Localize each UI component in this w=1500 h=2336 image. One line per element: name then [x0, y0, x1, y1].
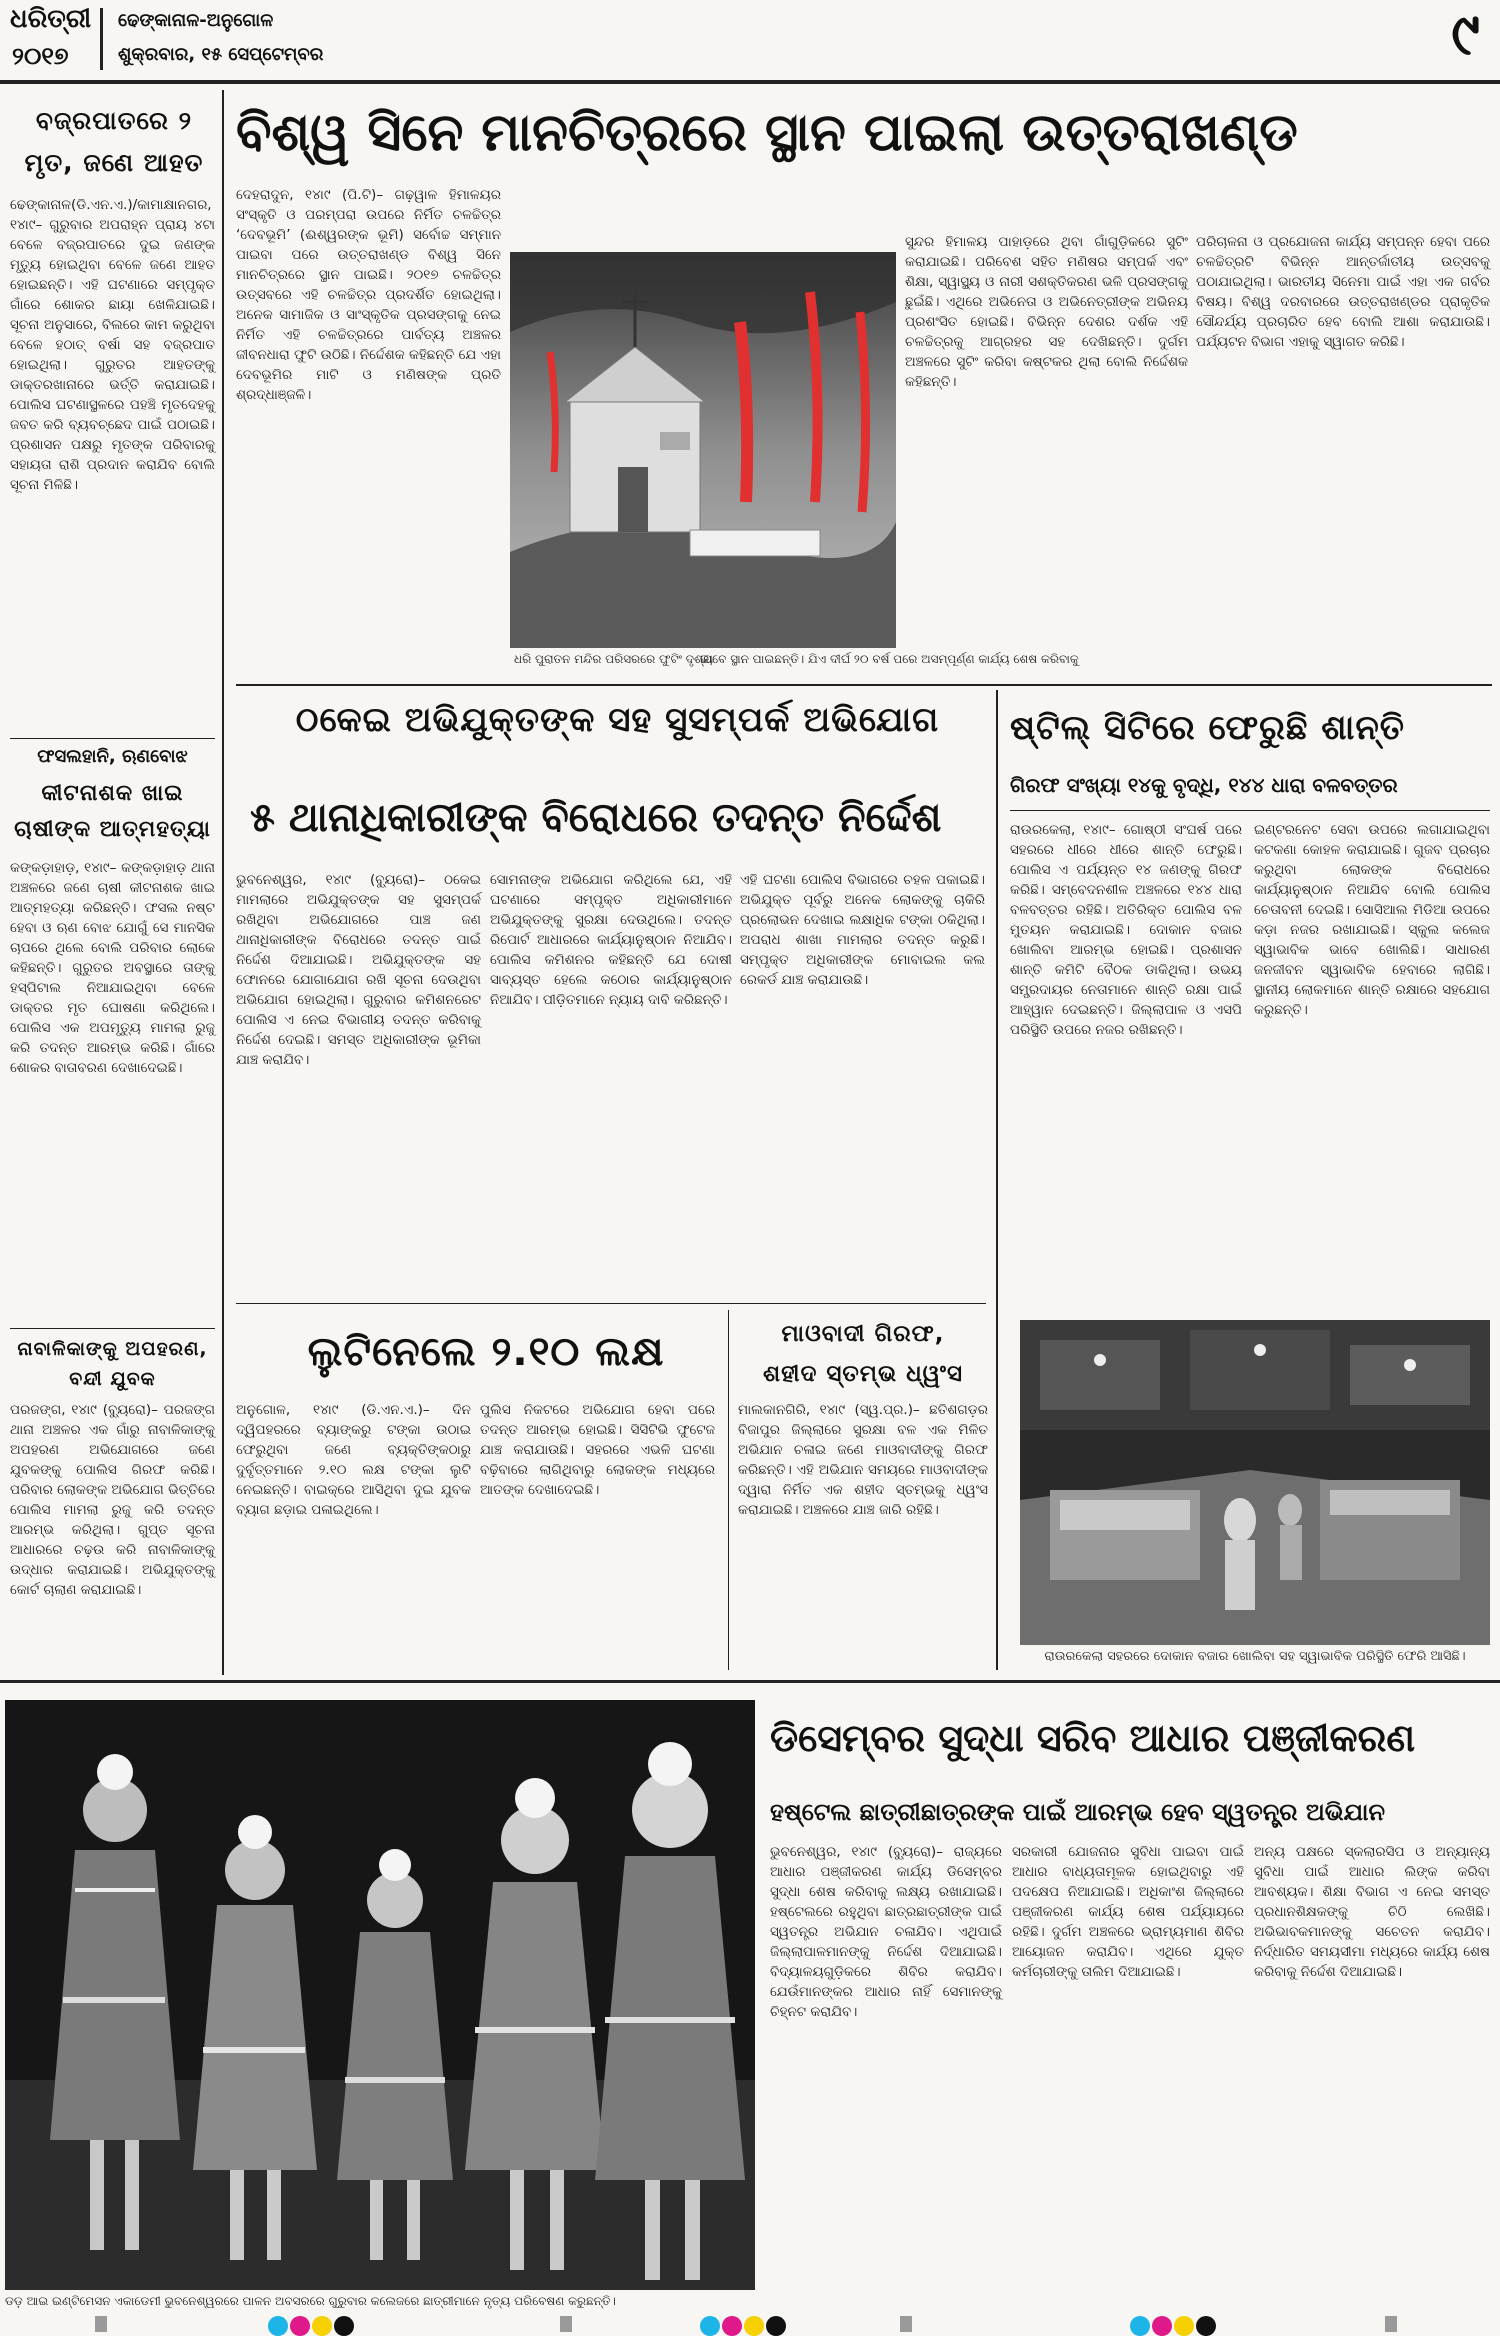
bottom-photo-dancers: [5, 1700, 755, 2290]
thana-kicker: ଠକେଇ ଅଭିଯୁକ୍ତଙ୍କ ସହ ସୁସମ୍ପର୍କ ଅଭିଯୋଗ: [295, 700, 940, 740]
lead-col2: ସୁନ୍ଦର ହିମାଳୟ ପାହାଡ଼ରେ ଥିବା ଗାଁଗୁଡ଼ିକରେ ସୁଟିଂ କରାଯାଇଛି। ପରିବେଶ ସହିତ ମଣିଷର ସମ୍ପର୍କ ଏବଂ ଶିକ୍ଷା, ସ୍ୱାସ୍ଥ୍ୟ ଓ ନାରୀ ସଶକ୍ତିକରଣ ଭଳି ପ୍ରସଙ୍ଗକୁ ଛୁଇଁଛି। ଏଥିରେ ଅଭିନେତା ଓ ଅଭିନେତ୍ରୀଙ୍କ ଅଭିନୟ ପ୍ରଶଂସିତ ହୋଇଛି। ବିଭିନ୍ନ ଦେଶର ଦର୍ଶକ ଏହି ଚଳଚ୍ଚିତ୍ରକୁ ଆଗ୍ରହର ସହ ଦେଖିଛନ୍ତି। ଦୁର୍ଗମ ଅଞ୍ଚଳରେ ସୁଟିଂ କରିବା କଷ୍ଟକର ଥିଲା ବୋଲି ନିର୍ଦ୍ଦେଶକ କହିଛନ୍ତି।: [905, 234, 1188, 390]
loot-col1: ଅନୁଗୋଳ, ୧୪ା୯ (ଡି.ଏନ.ଏ.)– ଦିନ ଦ୍ୱିପହରରେ ବ୍ୟାଙ୍କରୁ ଟଙ୍କା ଉଠାଇ ଫେରୁଥିବା ଜଣେ ବ୍ୟକ୍ତିଙ୍କଠାରୁ ଦୁର୍ବୃତ୍ତମାନେ ୨.୧୦ ଲକ୍ଷ ଟଙ୍କା ଲୁଟି ନେଇଛନ୍ତି। ବାଇକ୍‌ରେ ଆସିଥିବା ଦୁଇ ଯୁବକ ବ୍ୟାଗ ଛଡ଼ାଇ ପଳାଇଥିଲେ।: [236, 1402, 471, 1518]
reg-cyan-dot: [700, 2316, 720, 2336]
brand-year: ୨୦୧୭: [12, 42, 69, 70]
reg-yellow-dot: [312, 2316, 332, 2336]
edition-name: ଢେଙ୍କାନାଳ-ଅନୁଗୋଳ: [118, 10, 274, 31]
aadhaar-col1: ଭୁବନେଶ୍ୱର, ୧୪ା୯ (ବ୍ୟୁରୋ)– ରାଜ୍ୟରେ ଆଧାର ପଞ୍ଜୀକରଣ କାର୍ଯ୍ୟ ଡିସେମ୍ବର ସୁଦ୍ଧା ଶେଷ କରିବାକୁ ଲକ୍ଷ୍ୟ ରଖାଯାଇଛି। ହଷ୍ଟେଲରେ ରହୁଥିବା ଛାତ୍ରଛାତ୍ରୀଙ୍କ ପାଇଁ ସ୍ୱତନ୍ତ୍ର ଅଭିଯାନ ଚଳାଯିବ। ଏଥିପାଇଁ ଜିଲ୍ଲାପାଳମାନଙ୍କୁ ନିର୍ଦ୍ଦେଶ ଦିଆଯାଇଛି। ବିଦ୍ୟାଳୟଗୁଡ଼ିକରେ ଶିବିର କରାଯିବ। ଯେଉଁମାନଙ୍କର ଆଧାର ନାହିଁ ସେମାନଙ୍କୁ ଚିହ୍ନଟ କରାଯିବ।: [770, 1844, 1002, 2020]
aadhaar-headline: ଡିସେମ୍ବର ସୁଦ୍ଧା ସରିବ ଆଧାର ପଞ୍ଜୀକରଣ: [770, 1716, 1416, 1760]
steel-subhead: ଗିରଫ ସଂଖ୍ୟା ୧୪କୁ ବୃଦ୍ଧି, ୧୪୪ ଧାରା ବଳବତ୍ତର: [1010, 773, 1398, 797]
maoist-body: ମାଲକାନଗିରି, ୧୪ା୯ (ସ୍ୱ.ପ୍ର.)– ଛତିଶଗଡ଼ର ବିଜାପୁର ଜିଲ୍ଲାରେ ସୁରକ୍ଷା ବଳ ଏକ ମିଳିତ ଅଭିଯାନ ଚଳାଇ ଜଣେ ମାଓବାଦୀଙ୍କୁ ଗିରଫ କରିଛନ୍ତି। ଏହି ଅଭିଯାନ ସମୟରେ ମାଓବାଦୀଙ୍କ ଦ୍ୱାରା ନିର୍ମିତ ଏକ ଶହୀଦ ସ୍ତମ୍ଭକୁ ଧ୍ୱଂସ କରାଯାଇଛି। ଅଞ୍ଚଳରେ ଯାଞ୍ଚ ଜାରି ରହିଛି।: [738, 1402, 988, 1518]
thana-col2: ସୋମନାଙ୍କ ଅଭିଯୋଗ କରିଥିଲେ ଯେ, ଏହି ଘଟଣାରେ ସମ୍ପୃକ୍ତ ଅଧିକାରୀମାନେ ଅଭିଯୁକ୍ତଙ୍କୁ ସୁରକ୍ଷା ଦେଉଥିଲେ। ତଦନ୍ତ ରିପୋର୍ଟ ଆଧାରରେ କାର୍ଯ୍ୟାନୁଷ୍ଠାନ ନିଆଯିବ। ପୋଲିସ କମିଶନର କହିଛନ୍ତି ଯେ ଦୋଷୀ ସାବ୍ୟସ୍ତ ହେଲେ କଠୋର କାର୍ଯ୍ୟାନୁଷ୍ଠାନ ନିଆଯିବ। ପୀଡ଼ିତମାନେ ନ୍ୟାୟ ଦାବି କରିଛନ୍ତି।: [490, 872, 732, 1008]
grey-block-3: [900, 2316, 912, 2332]
grey-block-1: [95, 2316, 107, 2332]
aadhaar-subhead: ହଷ୍ଟେଲ ଛାତ୍ରୀଛାତ୍ରଙ୍କ ପାଇଁ ଆରମ୍ଭ ହେବ ସ୍ୱତନ୍ତ୍ର ଅଭିଯାନ: [770, 1798, 1386, 1826]
story1-body: ଢେଙ୍କାନାଳ(ଡି.ଏନ.ଏ.)/କାମାକ୍ଷାନଗର, ୧୪ା୯– ଗୁରୁବାର ଅପରାହ୍ନ ପ୍ରାୟ ୪ଟା ବେଳେ ବଜ୍ରପାତରେ ଦୁଇ ଜଣଙ୍କ ମୃତ୍ୟୁ ହୋଇଥିବା ବେଳେ ଜଣେ ଆହତ ହୋଇଛନ୍ତି। ଏହି ଘଟଣାରେ ସମ୍ପୃକ୍ତ ଗାଁରେ ଶୋକର ଛାୟା ଖେଳିଯାଇଛି। ସୂଚନା ଅନୁସାରେ, ବିଲରେ କାମ କରୁଥିବା ବେଳେ ହଠାତ୍ ବର୍ଷା ସହ ବଜ୍ରପାତ ହୋଇଥିଲା। ଗୁରୁତର ଆହତଙ୍କୁ ଡାକ୍ତରଖାନାରେ ଭର୍ତ୍ତି କରାଯାଇଛି। ପୋଲିସ ଘଟଣାସ୍ଥଳରେ ପହଞ୍ଚି ମୃତଦେହକୁ ଜବତ କରି ବ୍ୟବଚ୍ଛେଦ ପାଇଁ ପଠାଇଛି। ପ୍ରଶାସନ ପକ୍ଷରୁ ମୃତଙ୍କ ପରିବାରକୁ ସହାୟତା ରାଶି ପ୍ରଦାନ କରାଯିବ ବୋଲି ସୂଚନା ମିଳିଛି।: [10, 197, 215, 493]
reg-black-dot: [334, 2316, 354, 2336]
issue-date: ଶୁକ୍ରବାର, ୧୫ ସେପ୍ଟେମ୍ବର: [118, 44, 324, 65]
story3-body: ପରଜଙ୍ଗ, ୧୪ା୯ (ବ୍ୟୁରୋ)– ପରଜଙ୍ଗ ଥାନା ଅଞ୍ଚଳର ଏକ ଗାଁରୁ ନାବାଳିକାଙ୍କୁ ଅପହରଣ ଅଭିଯୋଗରେ ଜଣେ ଯୁବକଙ୍କୁ ପୋଲିସ ଗିରଫ କରିଛି। ପରିବାର ଲୋକଙ୍କ ଅଭିଯୋଗ ଭିତ୍ତିରେ ପୋଲିସ ମାମଲା ରୁଜୁ କରି ତଦନ୍ତ ଆରମ୍ଭ କରିଥିଲା। ଗୁପ୍ତ ସୂଚନା ଆଧାରରେ ଚଢ଼ଉ କରି ନାବାଳିକାଙ୍କୁ ଉଦ୍ଧାର କରାଯାଇଛି। ଅଭିଯୁକ୍ତଙ୍କୁ କୋର୍ଟ ଚାଲାଣ କରାଯାଇଛି।: [10, 1402, 215, 1598]
lead-col3: ପରିଚାଳନା ଓ ପ୍ରଯୋଜନା କାର୍ଯ୍ୟ ସମ୍ପନ୍ନ ହେବା ପରେ ଚଳଚ୍ଚିତ୍ରଟି ବିଭିନ୍ନ ଆନ୍ତର୍ଜାତୀୟ ଉତ୍ସବକୁ ପଠାଯାଇଥିଲା। ଭାରତୀୟ ସିନେମା ପାଇଁ ଏହା ଏକ ଗର୍ବର ବିଷୟ। ବିଶ୍ୱ ଦରବାରରେ ଉତ୍ତରାଖଣ୍ଡର ପ୍ରାକୃତିକ ସୌନ୍ଦର୍ଯ୍ୟ ପ୍ରଚାରିତ ହେବ ବୋଲି ଆଶା କରାଯାଉଛି। ପର୍ଯ୍ୟଟନ ବିଭାଗ ଏହାକୁ ସ୍ୱାଗତ କରିଛି।: [1196, 234, 1490, 350]
lead-headline: ବିଶ୍ୱ ସିନେ ମାନଚିତ୍ରରେ ସ୍ଥାନ ପାଇଲା ଉତ୍ତରାଖଣ୍ଡ: [236, 103, 1298, 163]
reg-cyan-dot: [1130, 2316, 1150, 2336]
reg-yellow-dot: [1174, 2316, 1194, 2336]
thana-col3: ଏହି ଘଟଣା ପୋଲିସ ବିଭାଗରେ ଚହଳ ପକାଇଛି। ଅଭିଯୁକ୍ତ ପୂର୍ବରୁ ଅନେକ ଲୋକଙ୍କୁ ଚାକିରି ପ୍ରଲୋଭନ ଦେଖାଇ ଲକ୍ଷାଧିକ ଟଙ୍କା ଠକିଥିଲା। ଅପରାଧ ଶାଖା ମାମଲାର ତଦନ୍ତ କରୁଛି। ସମ୍ପୃକ୍ତ ଅଧିକାରୀଙ୍କ ମୋବାଇଲ କଲ ରେକର୍ଡ ଯାଞ୍ଚ କରାଯାଉଛି।: [740, 872, 985, 988]
lead-photo-caption-right: ଭାବେ ସ୍ଥାନ ପାଇଛନ୍ତି। ଯିଏ ଦୀର୍ଘ ୨୦ ବର୍ଷ ପରେ ଅସମ୍ପୂର୍ଣ୍ଣ କାର୍ଯ୍ୟ ଶେଷ କରିବାକୁ: [700, 652, 1079, 666]
masthead-rule: [0, 80, 1500, 84]
reg-magenta-dot: [722, 2316, 742, 2336]
lead-col1: ଦେହରାଦୁନ, ୧୪ା୯ (ପି.ଟି)– ଗଢ଼ୱାଳ ହିମାଳୟର ସଂସ୍କୃତି ଓ ପରମ୍ପରା ଉପରେ ନିର୍ମିତ ଚଳଚ୍ଚିତ୍ର ‘ଦେବଭୂମି’ (ଈଶ୍ୱରଙ୍କ ଭୂମି) ସର୍ବୋଚ୍ଚ ସମ୍ମାନ ପାଇବା ପରେ ଉତ୍ତରାଖଣ୍ଡ ବିଶ୍ୱ ସିନେ ମାନଚିତ୍ରରେ ସ୍ଥାନ ପାଇଛି। ୨୦୧୭ ଚଳଚ୍ଚିତ୍ର ଉତ୍ସବରେ ଏହି ଚଳଚ୍ଚିତ୍ର ପ୍ରଦର୍ଶିତ ହୋଇଥିଲା। ଅନେକ ସାମାଜିକ ଓ ସାଂସ୍କୃତିକ ପ୍ରସଙ୍ଗକୁ ନେଇ ନିର୍ମିତ ଏହି ଚଳଚ୍ଚିତ୍ରରେ ପାର୍ବତ୍ୟ ଅଞ୍ଚଳର ଜୀବନଧାରା ଫୁଟି ଉଠିଛି। ନିର୍ଦ୍ଦେଶକ କହିଛନ୍ତି ଯେ ଏହା ଦେବଭୂମିର ମାଟି ଓ ମଣିଷଙ୍କ ପ୍ରତି ଶ୍ରଦ୍ଧାଞ୍ଜଳି।: [236, 187, 501, 403]
registration-strip: [0, 2316, 1500, 2334]
maoist-headline-line2: ଶହୀଦ ସ୍ତମ୍ଭ ଧ୍ୱଂସ: [763, 1361, 963, 1387]
steel-col2: ଇଣ୍ଟରନେଟ ସେବା ଉପରେ ଲଗାଯାଇଥିବା କଟକଣା କୋହଳ କରାଯାଇଛି। ଗୁଜବ ପ୍ରଚାର କରୁଥିବା ଲୋକଙ୍କ ବିରୋଧରେ କାର୍ଯ୍ୟାନୁଷ୍ଠାନ ନିଆଯିବ ବୋଲି ପୋଲିସ ଚେତାବନୀ ଦେଇଛି। ସୋସିଆଲ ମିଡିଆ ଉପରେ କଡ଼ା ନଜର ରଖାଯାଇଛି। ସ୍କୁଲ କଲେଜ ସ୍ୱାଭାବିକ ଭାବେ ଖୋଲିଛି। ସାଧାରଣ ଜନଜୀବନ ସ୍ୱାଭାବିକ ହେବାରେ ଲାଗିଛି। ସ୍ଥାନୀୟ ଲୋକମାନେ ଶାନ୍ତି ରକ୍ଷାରେ ସହଯୋଗ କରୁଛନ୍ତି।: [1254, 822, 1490, 1018]
reg-black-dot: [1196, 2316, 1216, 2336]
lead-photo-temple: [510, 252, 896, 648]
grey-block-4: [1385, 2316, 1397, 2332]
reg-magenta-dot: [290, 2316, 310, 2336]
story2-headline: କୀଟନାଶକ ଖାଇ ଚାଷୀଙ୍କ ଆତ୍ମହତ୍ୟା: [14, 781, 211, 842]
steel-headline: ଷ୍ଟିଲ୍ ସିଟିରେ ଫେରୁଛି ଶାନ୍ତି: [1010, 708, 1405, 748]
story1-headline: ବଜ୍ରପାତରେ ୨ ମୃତ, ଜଣେ ଆହତ: [24, 106, 204, 177]
loot-headline: ଲୁଟିନେଲେ ୨.୧୦ ଲକ୍ଷ: [307, 1329, 665, 1375]
story3-headline: ନାବାଳିକାଙ୍କୁ ଅପହରଣ, ବନ୍ଦୀ ଯୁବକ: [17, 1338, 208, 1390]
brand-name: ଧରିତ୍ରୀ: [10, 4, 92, 34]
reg-cyan-dot: [268, 2316, 288, 2336]
maoist-headline-line1: ମାଓବାଦୀ ଗିରଫ,: [781, 1321, 945, 1347]
steel-photo-market: [1020, 1320, 1490, 1645]
bottom-photo-caption: ଡଡ଼ ଆଇ ଇଣ୍ଟିମେସନ ଏକାଡେମୀ ଭୁବନେଶ୍ୱରରେ ପାଳନ ଅବସରରେ ଗୁରୁବାର କଲେଜରେ ଛାତ୍ରୀମାନେ ନୃତ୍ୟ ପରିବେଷଣ କରୁଛନ୍ତି।: [5, 2294, 616, 2308]
reg-magenta-dot: [1152, 2316, 1172, 2336]
reg-yellow-dot: [744, 2316, 764, 2336]
page-number: ୯: [1451, 0, 1480, 68]
aadhaar-col3: ଅନ୍ୟ ପକ୍ଷରେ ସ୍କଲାରସିପ ଓ ଅନ୍ୟାନ୍ୟ ସୁବିଧା ପାଇଁ ଆଧାର ଲିଙ୍କ କରିବା ଆବଶ୍ୟକ। ଶିକ୍ଷା ବିଭାଗ ଏ ନେଇ ସମସ୍ତ ପ୍ରଧାନଶିକ୍ଷକଙ୍କୁ ଚିଠି ଲେଖିଛି। ଅଭିଭାବକମାନଙ୍କୁ ସଚେତନ କରାଯିବ। ନିର୍ଦ୍ଧାରିତ ସମୟସୀମା ମଧ୍ୟରେ କାର୍ଯ୍ୟ ଶେଷ କରିବାକୁ ନିର୍ଦ୍ଦେଶ ଦିଆଯାଇଛି।: [1254, 1844, 1490, 1980]
aadhaar-col2: ସରକାରୀ ଯୋଜନାର ସୁବିଧା ପାଇବା ପାଇଁ ଆଧାର ବାଧ୍ୟତାମୂଳକ ହୋଇଥିବାରୁ ଏହି ପଦକ୍ଷେପ ନିଆଯାଇଛି। ଅଧିକାଂଶ ଜିଲ୍ଲାରେ ପଞ୍ଜୀକରଣ କାର୍ଯ୍ୟ ଶେଷ ପର୍ଯ୍ୟାୟରେ ରହିଛି। ଦୁର୍ଗମ ଅଞ୍ଚଳରେ ଭ୍ରାମ୍ୟମାଣ ଶିବିର ଆୟୋଜନ କରାଯିବ। ଏଥିରେ ଯୁକ୍ତ କର୍ମଚାରୀଙ୍କୁ ତାଲିମ ଦିଆଯାଇଛି।: [1012, 1844, 1244, 1980]
thana-col1: ଭୁବନେଶ୍ୱର, ୧୪ା୯ (ବ୍ୟୁରୋ)– ଠକେଇ ମାମଲାରେ ଅଭିଯୁକ୍ତଙ୍କ ସହ ସୁସମ୍ପର୍କ ରଖିଥିବା ଅଭିଯୋଗରେ ପାଞ୍ଚ ଜଣ ଥାନାଧିକାରୀଙ୍କ ବିରୋଧରେ ତଦନ୍ତ ପାଇଁ ନିର୍ଦ୍ଦେଶ ଦିଆଯାଇଛି। ଅଭିଯୁକ୍ତଙ୍କ ସହ ଫୋନରେ ଯୋଗାଯୋଗ ରଖି ସୂଚନା ଦେଉଥିବା ଅଭିଯୋଗ ହୋଇଥିଲା। ଗୁରୁବାର କମିଶନରେଟ ପୋଲିସ ଏ ନେଇ ବିଭାଗୀୟ ତଦନ୍ତ କରିବାକୁ ନିର୍ଦ୍ଦେଶ ଦେଇଛି। ସମସ୍ତ ଅଧିକାରୀଙ୍କ ଭୂମିକା ଯାଞ୍ଚ କରାଯିବ।: [236, 872, 481, 1068]
grey-block-2: [560, 2316, 572, 2332]
reg-black-dot: [766, 2316, 786, 2336]
steel-photo-caption: ରାଉରକେଲା ସହରରେ ଦୋକାନ ବଜାର ଖୋଲିବା ସହ ସ୍ୱାଭାବିକ ପରିସ୍ଥିତି ଫେରି ଆସିଛି।: [1044, 1649, 1466, 1664]
loot-col2: ପୁଲିସ ନିକଟରେ ଅଭିଯୋଗ ହେବା ପରେ ତଦନ୍ତ ଆରମ୍ଭ ହୋଇଛି। ସିସିଟିଭି ଫୁଟେଜ ଯାଞ୍ଚ କରାଯାଉଛି। ସହରରେ ଏଭଳି ଘଟଣା ବଢ଼ିବାରେ ଲାଗିଥିବାରୁ ଲୋକଙ୍କ ମଧ୍ୟରେ ଆତଙ୍କ ଦେଖାଦେଇଛି।: [480, 1402, 715, 1498]
story2-kicker: ଫସଲହାନି, ଋଣବୋଝ: [37, 746, 188, 767]
lead-photo-caption-left: ଧରି ପୁରାତନ ମନ୍ଦିର ପରିସରରେ ଫୁଟିଂ ଦୃଶ୍ୟ: [514, 652, 713, 666]
steel-col1: ରାଉରକେଲା, ୧୪ା୯– ଗୋଷ୍ଠୀ ସଂଘର୍ଷ ପରେ ସହରରେ ଧୀରେ ଧୀରେ ଶାନ୍ତି ଫେରୁଛି। ପୋଲିସ ଏ ପର୍ଯ୍ୟନ୍ତ ୧୪ ଜଣଙ୍କୁ ଗିରଫ କରିଛି। ସମ୍ବେଦନଶୀଳ ଅଞ୍ଚଳରେ ୧୪୪ ଧାରା ବଳବତ୍ତର ରହିଛି। ଅତିରିକ୍ତ ପୋଲିସ ବଳ ମୁତୟନ କରାଯାଇଛି। ଦୋକାନ ବଜାର ଖୋଲିବା ଆରମ୍ଭ ହୋଇଛି। ପ୍ରଶାସନ ଶାନ୍ତି କମିଟି ବୈଠକ ଡାକିଥିଲା। ଉଭୟ ସମ୍ପ୍ରଦାୟର ନେତାମାନେ ଶାନ୍ତି ରକ୍ଷା ପାଇଁ ଆହ୍ୱାନ ଦେଇଛନ୍ତି। ଜିଲ୍ଲାପାଳ ଓ ଏସପି ପରିସ୍ଥିତି ଉପରେ ନଜର ରଖିଛନ୍ତି।: [1010, 822, 1242, 1038]
masthead: [0, 0, 1500, 80]
story2-body: କଙ୍କଡ଼ାହାଡ଼, ୧୪ା୯– କଙ୍କଡ଼ାହାଡ଼ ଥାନା ଅଞ୍ଚଳରେ ଜଣେ ଚାଷୀ କୀଟନାଶକ ଖାଇ ଆତ୍ମହତ୍ୟା କରିଛନ୍ତି। ଫସଲ ନଷ୍ଟ ହେବା ଓ ଋଣ ବୋଝ ଯୋଗୁଁ ସେ ମାନସିକ ଚାପରେ ଥିଲେ ବୋଲି ପରିବାର ଲୋକେ କହିଛନ୍ତି। ଗୁରୁତର ଅବସ୍ଥାରେ ତାଙ୍କୁ ହସ୍ପିଟାଲ ନିଆଯାଇଥିବା ବେଳେ ଡାକ୍ତର ମୃତ ଘୋଷଣା କରିଥିଲେ। ପୋଲିସ ଏକ ଅପମୃତ୍ୟୁ ମାମଲା ରୁଜୁ କରି ତଦନ୍ତ ଆରମ୍ଭ କରିଛି। ଗାଁରେ ଶୋକର ବାତାବରଣ ଦେଖାଦେଇଛି।: [10, 860, 215, 1076]
thana-headline: ୫ ଥାନାଧିକାରୀଙ୍କ ବିରୋଧରେ ତଦନ୍ତ ନିର୍ଦ୍ଦେଶ: [250, 795, 942, 841]
